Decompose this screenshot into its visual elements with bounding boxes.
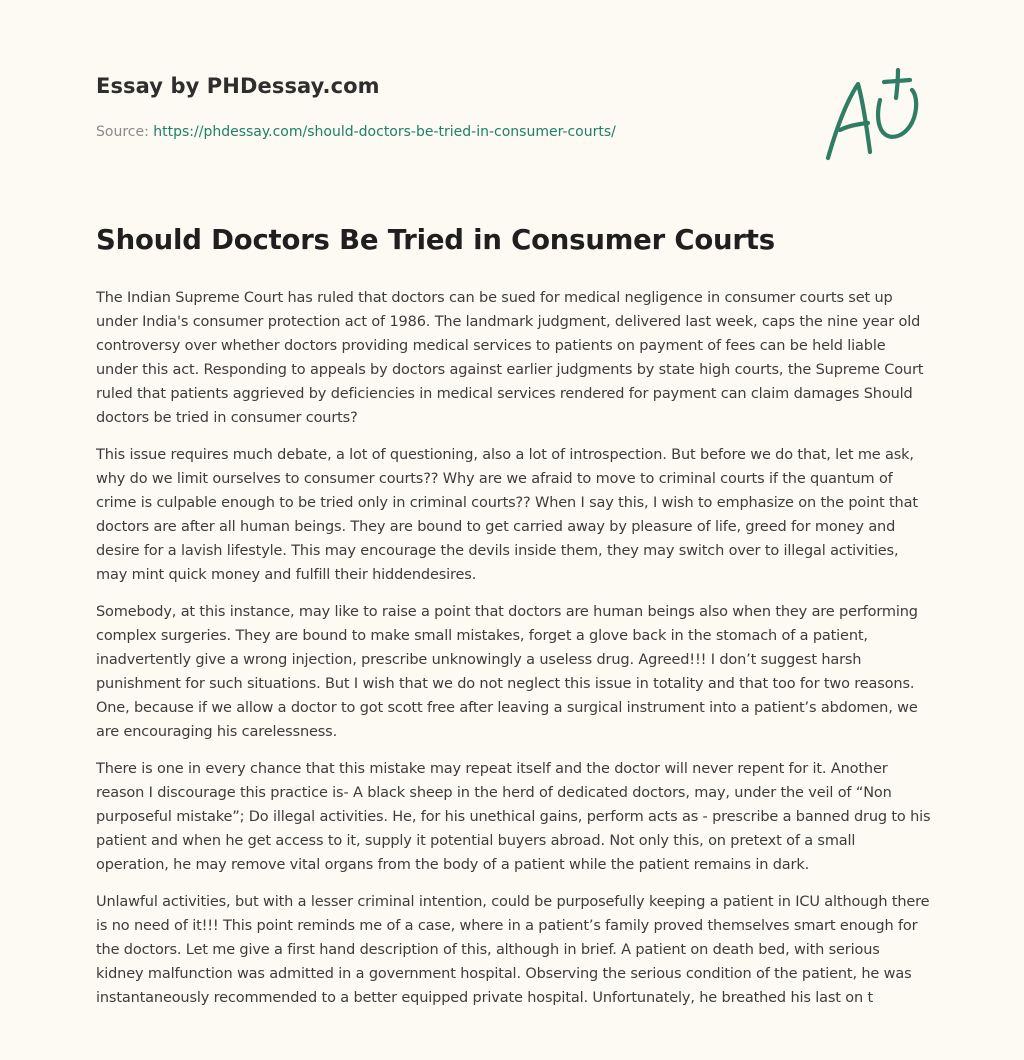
essay-body (96, 286, 931, 1023)
page-header (96, 74, 931, 174)
source-link[interactable]: https://phdessay.com/should-doctors-be-tried-in-consumer-courts/ (153, 124, 616, 140)
essay-paragraph: Unlawful activities, but with a lesser criminal intention, could be purposefully keeping a patient in ICU although there is no need of it!!! This point reminds me of a case, where in a patient’s family proved themselves smart enough for the doctors. Let me give a first hand description of this, although in brief. A patient on death bed, with serious kidney malfunction was admitted in a government hospital. Observing the serious condition of the patient, he was instantaneously recommended to a better equipped private hospital. Unfortunately, he breathed his last on t (96, 894, 930, 1006)
brand-title: Essay by PHDessay.com (96, 74, 380, 98)
a-plus-logo-icon (818, 68, 930, 168)
essay-paragraph: The Indian Supreme Court has ruled that doctors can be sued for medical negligence in consumer courts set up under India's consumer protection act of 1986. The landmark judgment, delivered last week, caps the nine year old controversy over whether doctors providing medical services to patients on payment of fees can be held liable under this act. Responding to appeals by doctors against earlier judgments by state high courts, the Supreme Court ruled that patients aggrieved by deficiencies in medical services rendered for payment can claim damages Should doctors be tried in consumer courts? (96, 290, 924, 426)
essay-paragraph: This issue requires much debate, a lot of questioning, also a lot of introspection. But before we do that, let me ask, why do we limit ourselves to consumer courts?? Why are we afraid to move to criminal courts if the quantum of crime is culpable enough to be tried only in criminal courts?? When I say this, I wish to emphasize on the point that doctors are after all human beings. They are bound to get carried away by pleasure of life, greed for money and desire for a lavish lifestyle. This may encourage the devils inside them, they may switch over to illegal activities, may mint quick money and fulfill their hiddendesires. (96, 447, 918, 583)
essay-paragraph: There is one in every chance that this mistake may repeat itself and the doctor will never repent for it. Another reason I discourage this practice is- A black sheep in the herd of dedicated doctors, may, under the veil of “Non purposeful mistake”; Do illegal activities. He, for his unethical gains, perform acts as - prescribe a banned drug to his patient and when he get access to it, supply it potential buyers abroad. Not only this, on pretext of a small operation, he may remove vital organs from the body of a patient while the patient remains in dark. (96, 761, 931, 873)
essay-page (96, 0, 931, 1060)
essay-title: Should Doctors Be Tried in Consumer Courts (96, 224, 775, 256)
source-line (96, 124, 616, 140)
essay-paragraph: Somebody, at this instance, may like to raise a point that doctors are human beings also when they are performing complex surgeries. They are bound to make small mistakes, forget a glove back in the stomach of a patient, inadvertently give a wrong injection, prescribe unknowingly a useless drug. Agreed!!! I don’t suggest harsh punishment for such situations. But I wish that we do not neglect this issue in totality and that too for two reasons. One, because if we allow a doctor to got scott free after leaving a surgical instrument into a patient’s abdomen, we are encouraging his carelessness. (96, 604, 918, 740)
source-label: Source: (96, 124, 154, 140)
